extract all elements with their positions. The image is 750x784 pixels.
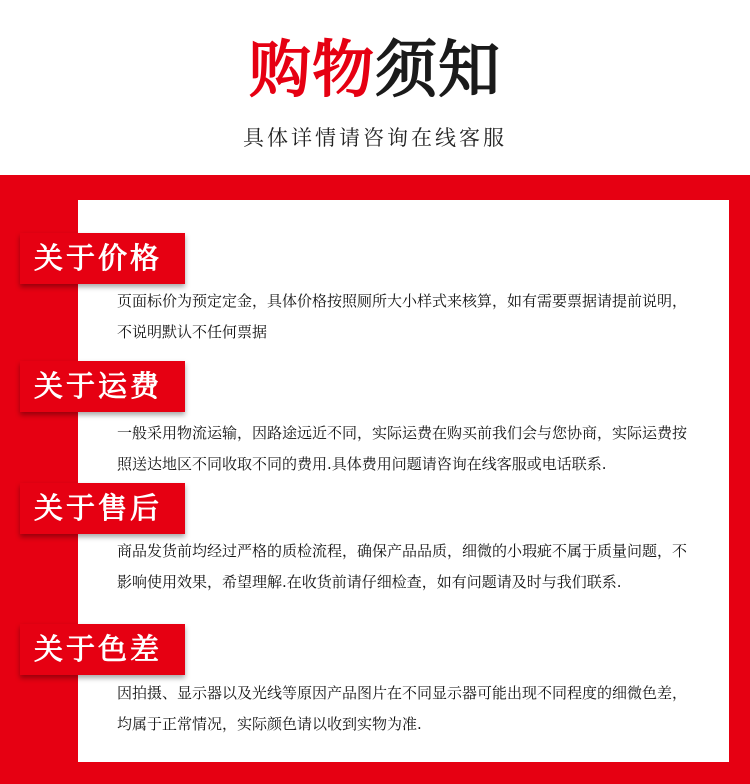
section-heading-price: 关于价格 bbox=[20, 233, 185, 284]
section-heading-shipping: 关于运费 bbox=[20, 361, 185, 412]
section-body-aftersales: 商品发货前均经过严格的质检流程，确保产品品质，细微的小瑕疵不属于质量问题，不影响使用效果，希望理解.在收货前请仔细检查，如有问题请及时与我们联系. bbox=[117, 542, 688, 591]
page-subtitle: 具体详情请咨询在线客服 bbox=[243, 126, 507, 150]
page-title-red: 购物 bbox=[248, 33, 375, 106]
section-heading-aftersales: 关于售后 bbox=[20, 483, 185, 534]
page-title bbox=[0, 30, 750, 110]
page-title-dark: 须知 bbox=[375, 33, 502, 106]
section-body-shipping: 一般采用物流运输，因路途远近不同，实际运费在购买前我们会与您协商，实际运费按照送达地区不同收取不同的费用.具体费用问题请咨询在线客服或电话联系. bbox=[117, 424, 688, 473]
section-body-price: 页面标价为预定定金，具体价格按照厕所大小样式来核算，如有需要票据请提前说明，不说明默认不任何票据 bbox=[117, 292, 688, 341]
section-body-color-difference: 因拍摄、显示器以及光线等原因产品图片在不同显示器可能出现不同程度的细微色差，均属于正常情况，实际颜色请以收到实物为准. bbox=[117, 684, 688, 733]
section-heading-color-difference: 关于色差 bbox=[20, 624, 185, 675]
